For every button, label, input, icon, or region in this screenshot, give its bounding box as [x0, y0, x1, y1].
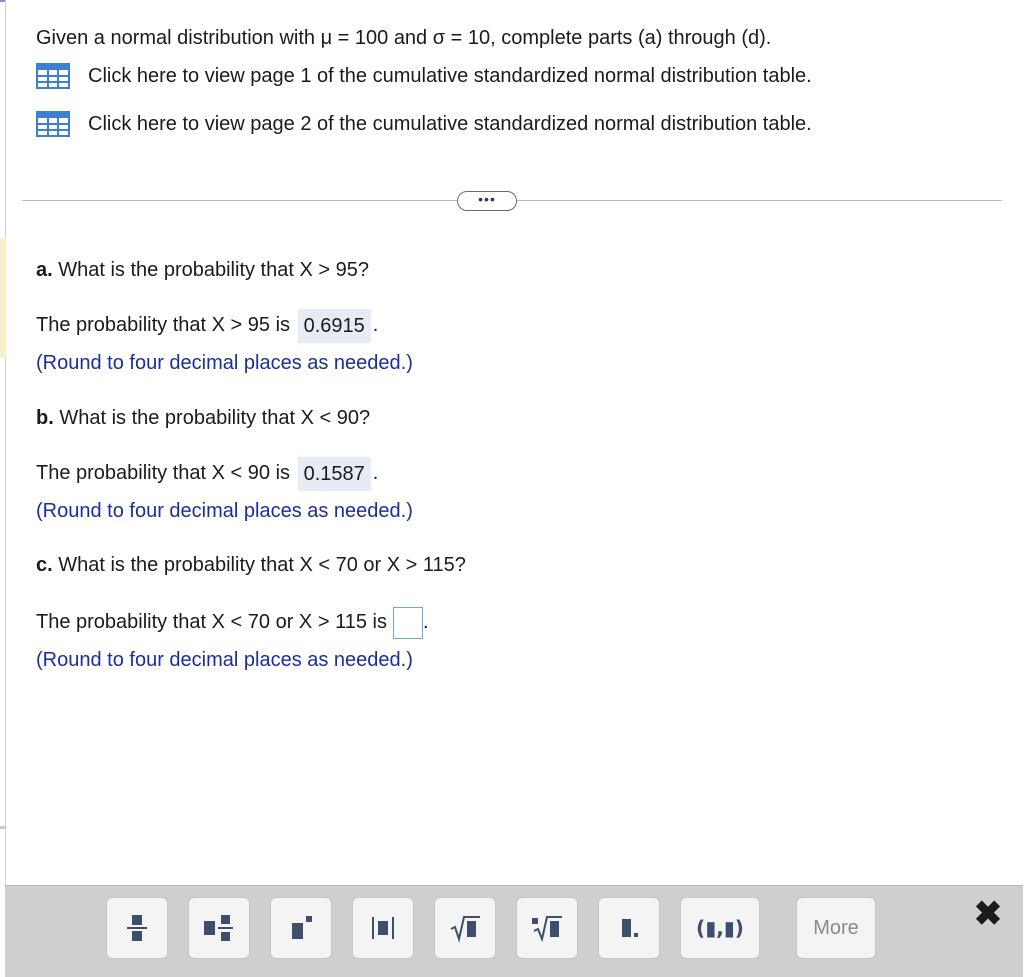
- part-a-hint: (Round to four decimal places as needed.): [36, 352, 413, 374]
- left-accent-bar: [0, 238, 6, 358]
- part-a-question: [36, 257, 369, 283]
- part-a-letter: a.: [36, 259, 53, 281]
- part-c-answer-period: .: [422, 611, 429, 633]
- ordered-pair-icon: (▮,▮): [696, 916, 744, 940]
- table-icon: [36, 63, 70, 89]
- square-root-button[interactable]: [434, 897, 496, 959]
- table-link-label[interactable]: Click here to view page 1 of the cumulative standardized normal distribution table.: [88, 64, 812, 87]
- mixed-number-button[interactable]: [188, 897, 250, 959]
- exponent-icon: [286, 911, 316, 945]
- part-c-question: [36, 552, 466, 578]
- exponent-button[interactable]: [270, 897, 332, 959]
- part-a-text: What is the probability that X > 95?: [52, 259, 369, 281]
- part-c-answer-input[interactable]: [393, 607, 423, 639]
- part-c-hint: (Round to four decimal places as needed.): [36, 649, 413, 671]
- mixed-number-icon: [201, 911, 237, 945]
- close-icon[interactable]: ✖: [973, 895, 1003, 933]
- part-b-letter: b.: [36, 407, 54, 429]
- part-b-question: [36, 405, 370, 431]
- fraction-button[interactable]: [106, 897, 168, 959]
- part-b-answer-line: [36, 456, 378, 490]
- part-a-answer-prefix: The probability that X > 95 is: [36, 314, 291, 336]
- nth-root-button[interactable]: [516, 897, 578, 959]
- table-link-label[interactable]: Click here to view page 2 of the cumulative standardized normal distribution table.: [88, 112, 812, 135]
- part-c-answer-prefix: The probability that X < 70 or X > 115 is: [36, 611, 387, 633]
- absolute-value-icon: [368, 911, 398, 945]
- part-a-answer-period: .: [372, 314, 379, 336]
- decimal-button[interactable]: [598, 897, 660, 959]
- ordered-pair-button[interactable]: [680, 897, 760, 959]
- part-b-hint: (Round to four decimal places as needed.): [36, 500, 413, 522]
- decimal-icon: [614, 911, 644, 945]
- question-intro: Given a normal distribution with μ = 100 and σ = 10, complete parts (a) through (d).: [36, 27, 772, 49]
- part-b-answer-period: .: [372, 462, 379, 484]
- part-b-answer-prefix: The probability that X < 90 is: [36, 462, 291, 484]
- fraction-icon: [122, 911, 152, 945]
- more-button[interactable]: More: [796, 897, 876, 959]
- table-link-page-1[interactable]: [36, 61, 812, 91]
- part-a-answer-field[interactable]: 0.6915: [298, 309, 371, 343]
- left-tick: [0, 826, 6, 829]
- part-c-letter: c.: [36, 554, 53, 576]
- part-a-answer-line: [36, 308, 378, 342]
- table-icon: [36, 111, 70, 137]
- part-c-answer-line: [36, 605, 429, 639]
- square-root-icon: [448, 911, 482, 945]
- nth-root-icon: [530, 911, 564, 945]
- table-link-page-2[interactable]: [36, 109, 812, 139]
- part-b-text: What is the probability that X < 90?: [53, 407, 371, 429]
- absolute-value-button[interactable]: [352, 897, 414, 959]
- part-c-text: What is the probability that X < 70 or X > 115?: [52, 554, 466, 576]
- expand-ellipsis-button[interactable]: •••: [457, 191, 517, 211]
- part-b-answer-field[interactable]: 0.1587: [298, 457, 371, 491]
